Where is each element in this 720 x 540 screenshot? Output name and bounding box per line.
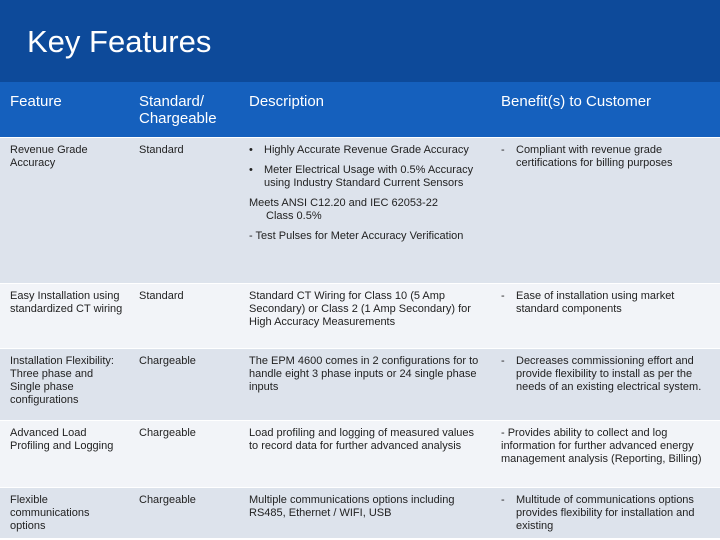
feature-cell: Flexible communications options	[0, 488, 129, 538]
type-cell: Chargeable	[129, 488, 239, 538]
benefit-cell: - Compliant with revenue grade certifications for billing purposes	[491, 138, 720, 284]
feature-cell: Revenue Grade Accuracy	[0, 138, 129, 284]
description-cell: Load profiling and logging of measured values to record data for further advanced analysis	[239, 421, 491, 488]
type-cell: Chargeable	[129, 421, 239, 488]
bullet-text: Meter Electrical Usage with 0.5% Accuracy using Industry Standard Current Sensors	[264, 164, 474, 189]
header-feature: Feature	[0, 85, 129, 138]
standards-note	[249, 197, 485, 223]
table-row	[0, 421, 720, 488]
test-pulses-note: - Test Pulses for Meter Accuracy Verification	[249, 230, 464, 242]
title-bar	[0, 0, 720, 82]
benefit-cell: - Decreases commissioning effort and provide flexibility to install as per the needs of an existing electrical system.	[491, 349, 720, 421]
features-table	[0, 85, 720, 538]
page-title: Key Features	[27, 24, 212, 59]
bullet-text: Highly Accurate Revenue Grade Accuracy	[264, 144, 469, 156]
bullet-item: • Meter Electrical Usage with 0.5% Accuracy using Industry Standard Current Sensors	[249, 164, 485, 190]
bullet-item: • Highly Accurate Revenue Grade Accuracy	[249, 144, 485, 157]
type-cell: Standard	[129, 138, 239, 284]
benefit-text: Ease of installation using market standard components	[516, 290, 675, 315]
table-row	[0, 488, 720, 538]
benefit-cell: - Provides ability to collect and log information for further advanced energy management analysis (Reporting, Billing)	[491, 421, 720, 488]
standards-class: Class 0.5%	[266, 210, 322, 222]
standards-line: Meets ANSI C12.20 and IEC 62053-22	[249, 197, 438, 209]
table-row	[0, 138, 720, 284]
table-row	[0, 284, 720, 349]
header-row	[0, 85, 720, 138]
description-cell: Multiple communications options including RS485, Ethernet / WIFI, USB	[239, 488, 491, 538]
description-text: Standard CT Wiring for Class 10 (5 Amp Secondary) or Class 2 (1 Amp Secondary) for	[249, 290, 471, 315]
type-cell: Standard	[129, 284, 239, 349]
description-cell	[239, 284, 491, 349]
description-cell: The EPM 4600 comes in 2 configurations for to handle eight 3 phase inputs or 24 single phase inputs	[239, 349, 491, 421]
feature-cell: Installation Flexibility: Three phase and Single phase configurations	[0, 349, 129, 421]
benefit-cell: - Multitude of communications options provides flexibility for installation and existing	[491, 488, 720, 538]
header-benefit: Benefit(s) to Customer	[491, 85, 720, 138]
header-standard-chargeable: Standard/ Chargeable	[129, 85, 239, 138]
description-cell	[239, 138, 491, 284]
description-text: High Accuracy Measurements	[249, 316, 396, 328]
benefit-text: Decreases commissioning effort and provide flexibility to install as per the needs of an existing electrical system.	[516, 355, 702, 393]
feature-cell: Advanced Load Profiling and Logging	[0, 421, 129, 488]
benefit-text: Compliant with revenue grade certifications for billing purposes	[516, 144, 673, 169]
table-row	[0, 349, 720, 421]
benefit-text: Multitude of communications options provides flexibility for installation and existing	[516, 494, 695, 532]
header-description: Description	[239, 85, 491, 138]
feature-cell: Easy Installation using standardized CT wiring	[0, 284, 129, 349]
benefit-cell: - Ease of installation using market standard components	[491, 284, 720, 349]
type-cell: Chargeable	[129, 349, 239, 421]
